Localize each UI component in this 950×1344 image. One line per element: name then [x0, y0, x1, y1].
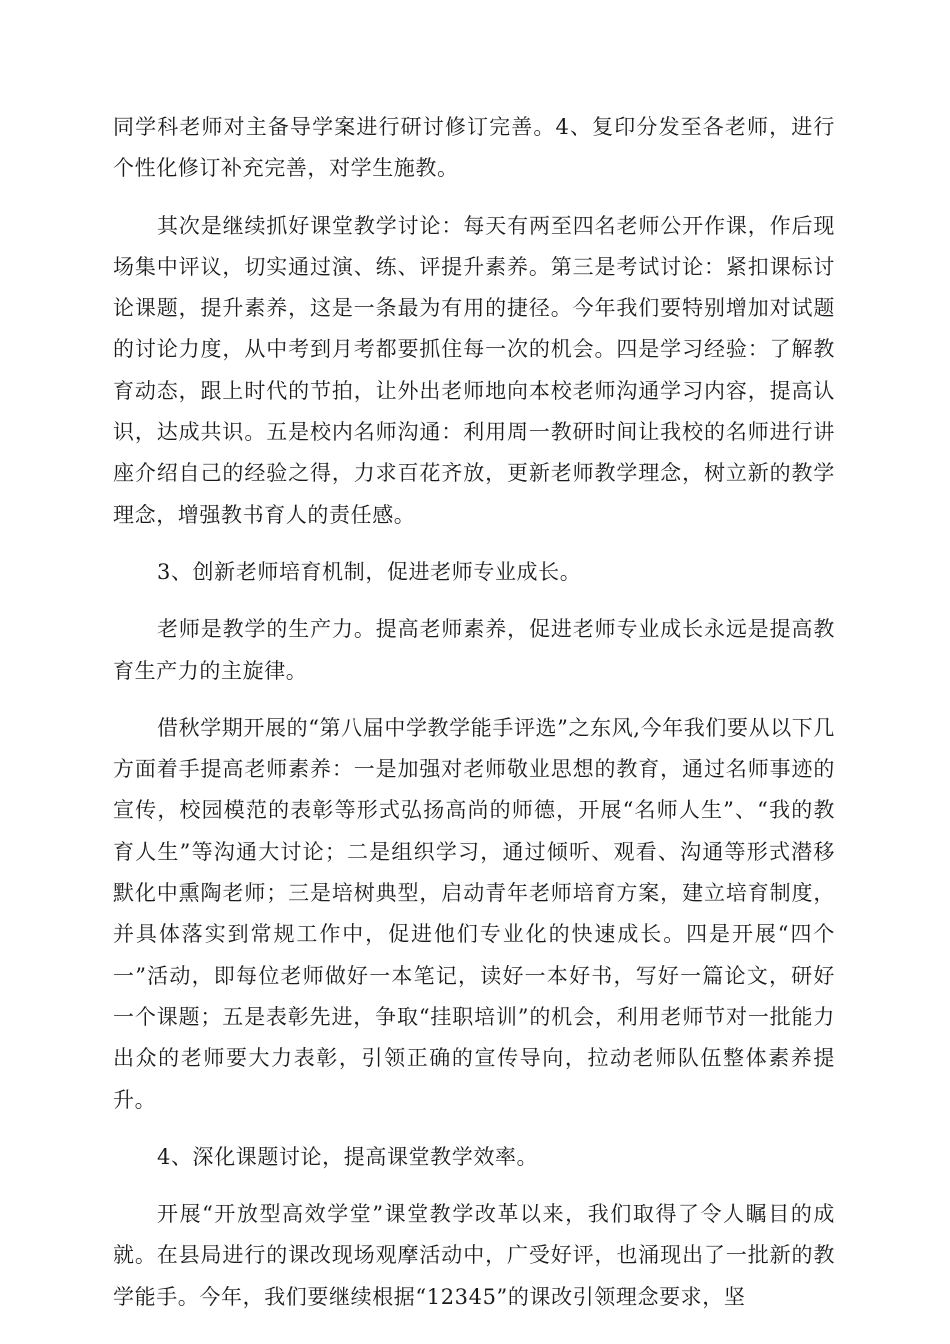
document-body: [113, 107, 835, 1318]
paragraph-teacher-productivity: 老师是教学的生产力。提高老师素养，促进老师专业成长永远是提高教育生产力的主旋律。: [113, 617, 835, 683]
paragraph-teacher-quality: 借秋学期开展的“第八届中学教学能手评选”之东风,今年我们要从以下几方面着手提高老师素养：一是加强对老师敬业思想的教育，通过名师事迹的宣传，校园模范的表彰等形式弘扬高尚的师德，开展“名师人生”、“我的教育人生”等沟通大讨论；二是组织学习，通过倾听、观看、沟通等形式潜移默化中熏陶老师；三是培树典型，启动青年老师培育方案，建立培育制度，并具体落实到常规工作中，促进他们专业化的快速成长。四是开展“四个一”活动，即每位老师做好一本笔记，读好一本好书，写好一篇论文，研好一个课题；五是表彰先进，争取“挂职培训”的机会，利用老师节对一批能力出众的老师要大力表彰，引领正确的宣传导向，拉动老师队伍整体素养提升。: [113, 715, 835, 1112]
paragraph-classroom-discussion: 其次是继续抓好课堂教学讨论：每天有两至四名老师公开作课，作后现场集中评议，切实通过演、练、评提升素养。第三是考试讨论：紧扣课标讨论课题，提升素养，这是一条最为有用的捷径。今年我们要特别增加对试题的讨论力度，从中考到月考都要抓住每一次的机会。四是学习经验：了解教育动态，跟上时代的节拍，让外出老师地向本校老师沟通学习内容，提高认识，达成共识。五是校内名师沟通：利用周一教研时间让我校的名师进行讲座介绍自己的经验之得，力求百花齐放，更新老师教学理念，树立新的教学理念，增强教书育人的责任感。: [113, 213, 835, 527]
paragraph-continuation: 同学科老师对主备导学案进行研讨修订完善。4、复印分发至各老师，进行个性化修订补充完善，对学生施教。: [113, 115, 835, 181]
section-heading-3: 3、创新老师培育机制，促进老师专业成长。: [157, 559, 582, 584]
paragraph-classroom-reform: 开展“开放型高效学堂”课堂教学改革以来，我们取得了令人瞩目的成就。在县局进行的课改现场观摩活动中，广受好评，也涌现出了一批新的教学能手。今年，我们要继续根据“12345”的课改引领理念要求，坚: [113, 1202, 835, 1309]
section-heading-4: 4、深化课题讨论，提高课堂教学效率。: [157, 1144, 539, 1169]
